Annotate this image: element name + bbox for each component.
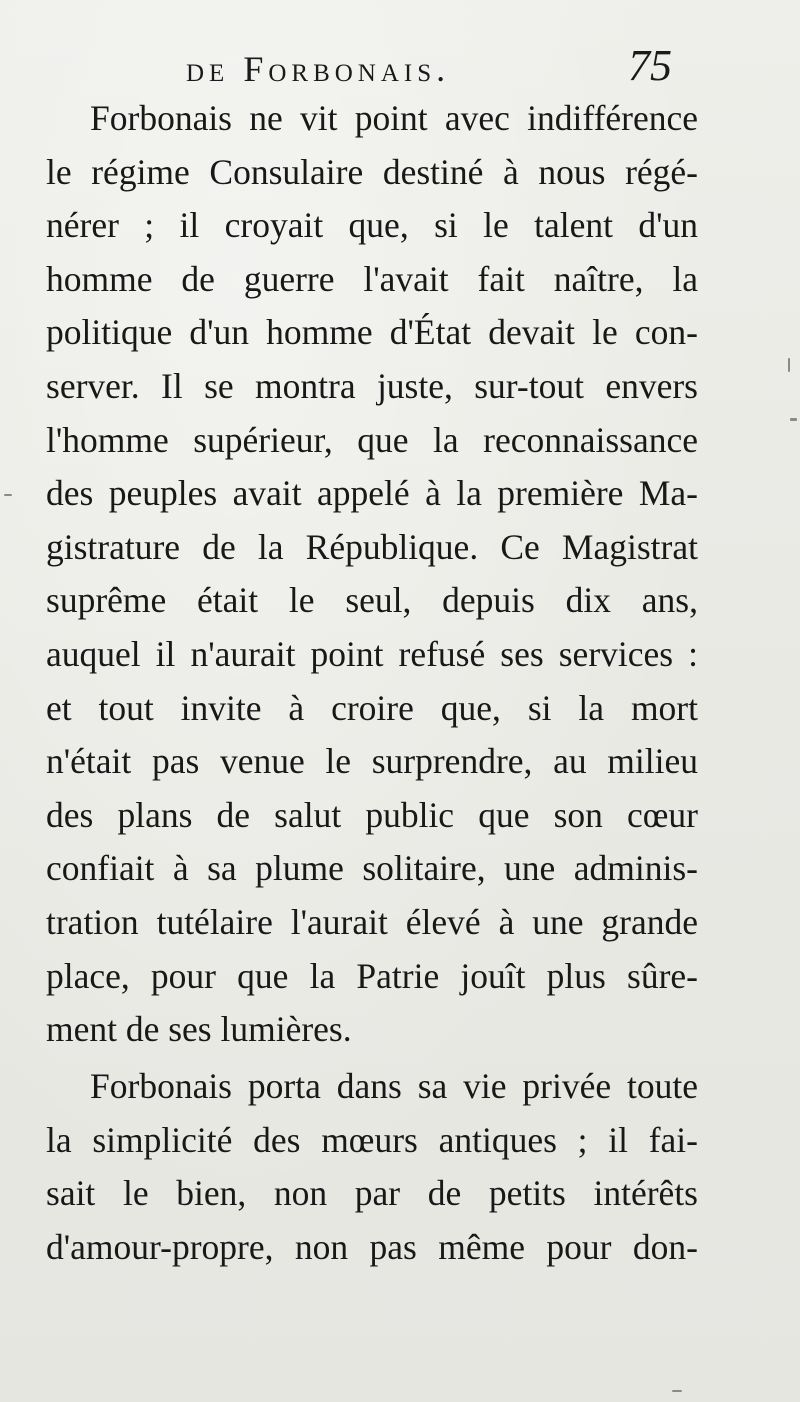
text-line: l'homme supérieur, que la reconnaissance bbox=[46, 419, 698, 460]
text-line: Forbonais porta dans sa vie privée toute bbox=[90, 1066, 698, 1106]
text-line: place, pour que la Patrie jouît plus sûre- bbox=[46, 955, 698, 996]
paragraph-1 bbox=[46, 92, 698, 1057]
text-line: politique d'un homme d'État devait le con- bbox=[46, 312, 698, 353]
text-line: n'était pas venue le surprendre, au milieu bbox=[46, 741, 698, 782]
text-line: des peuples avait appelé à la première Ma- bbox=[46, 473, 698, 514]
paragraph-2 bbox=[46, 1060, 698, 1274]
text-line: Forbonais ne vit point avec indifférence bbox=[90, 98, 698, 138]
text-line: le régime Consulaire destiné à nous régé- bbox=[46, 151, 698, 192]
text-line: suprême était le seul, depuis dix ans, bbox=[46, 580, 698, 621]
text-line: nérer ; il croyait que, si le talent d'un bbox=[46, 205, 698, 246]
running-head bbox=[0, 40, 800, 100]
text-line: la simplicité des mœurs antiques ; il fai- bbox=[46, 1119, 698, 1160]
page-number: 75 bbox=[628, 41, 672, 90]
text-line: d'amour-propre, non pas même pour don- bbox=[46, 1226, 698, 1267]
paper-speck bbox=[672, 1390, 682, 1392]
text-line: des plans de salut public que son cœur bbox=[46, 794, 698, 835]
paper-speck bbox=[790, 418, 797, 421]
text-line: confiait à sa plume solitaire, une adminis- bbox=[46, 848, 698, 889]
text-line: et tout invite à croire que, si la mort bbox=[46, 687, 698, 728]
text-line: ment de ses lumières. bbox=[46, 1009, 352, 1050]
text-line: tration tutélaire l'aurait élevé à une grande bbox=[46, 901, 698, 942]
text-line: server. Il se montra juste, sur-tout envers bbox=[46, 365, 698, 406]
text-line: gistrature de la République. Ce Magistrat bbox=[46, 526, 698, 567]
running-title: de Forbonais. bbox=[186, 49, 451, 89]
text-line: auquel il n'aurait point refusé ses services : bbox=[46, 633, 698, 674]
paper-speck bbox=[788, 358, 790, 372]
paper-speck bbox=[4, 494, 12, 496]
text-line: homme de guerre l'avait fait naître, la bbox=[46, 258, 698, 299]
text-line: sait le bien, non par de petits intérêts bbox=[46, 1173, 698, 1214]
